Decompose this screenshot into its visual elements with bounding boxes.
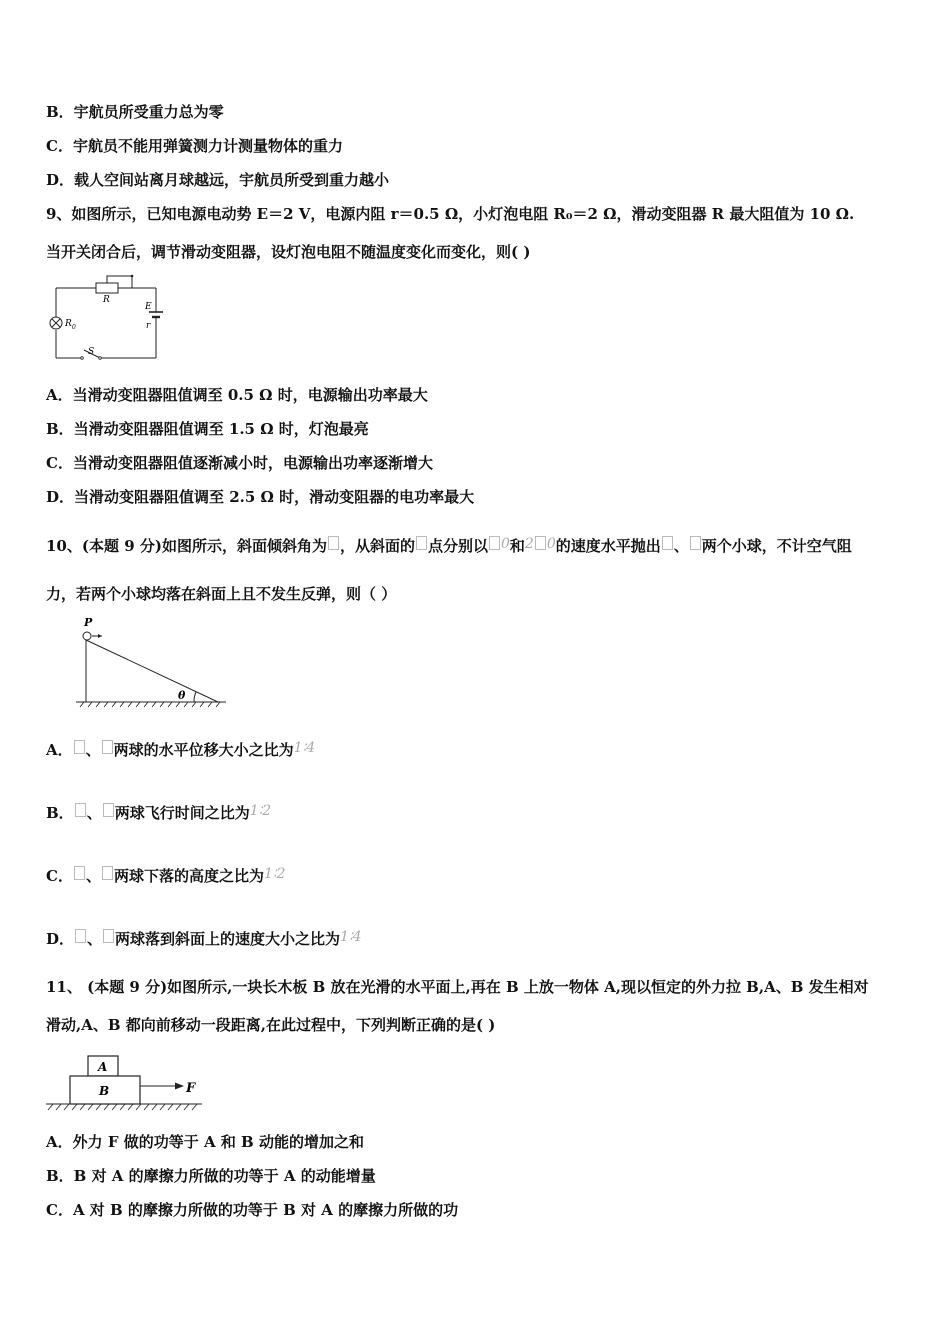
missing-glyph-a	[74, 740, 85, 754]
q10-option-a: A． 、 两球的水平位移大小之比为1∶4	[46, 740, 316, 759]
q9-fig-label-r0: R	[65, 319, 72, 329]
q10-fig-label-p: P	[84, 616, 93, 629]
q9-fig-label-s: S	[88, 347, 95, 357]
q10-option-d: D． 、 两球落到斜面上的速度大小之比为1∶4	[46, 929, 362, 948]
q9-circuit-diagram	[46, 272, 166, 364]
q11-option-b: B．B 对 A 的摩擦力所做的功等于 A 的动能增量	[46, 1167, 376, 1185]
q11-option-c: C．A 对 B 的摩擦力所做的功等于 B 对 A 的摩擦力所做的功	[46, 1201, 459, 1219]
missing-glyph-b	[103, 803, 114, 817]
missing-glyph-b	[103, 929, 114, 943]
q9-fig-label-r0-sub: 0	[72, 324, 76, 331]
q9-option-a: A．当滑动变阻器阻值调至 0.5 Ω 时，电源输出功率最大	[46, 386, 428, 404]
q10-stem-line1: 10、(本题 9 分)如图所示，斜面倾斜角为 ，从斜面的 点分别以 0和2 0的速度水平抛出 、 两个小球，不计空气阻	[46, 536, 852, 555]
missing-glyph-b	[690, 536, 701, 550]
missing-glyph-v	[489, 536, 500, 550]
q9-fig-label-rint: r	[146, 321, 151, 331]
q9-option-b: B．当滑动变阻器阻值调至 1.5 Ω 时，灯泡最亮	[46, 420, 369, 438]
missing-glyph-p	[416, 536, 427, 550]
missing-glyph-a	[74, 866, 85, 880]
missing-glyph-b	[102, 866, 113, 880]
q11-fig-label-a: A	[98, 1060, 108, 1074]
q9-option-d: D．当滑动变阻器阻值调至 2.5 Ω 时，滑动变阻器的电功率最大	[46, 488, 475, 506]
q10-stem-line2: 力，若两个小球均落在斜面上且不发生反弹，则（ ）	[46, 585, 397, 603]
q10-option-c: C． 、 两球下落的高度之比为1∶2	[46, 866, 286, 885]
q10-incline-diagram	[72, 616, 232, 712]
missing-glyph-theta	[328, 536, 339, 550]
q9-fig-label-e: E	[145, 302, 152, 312]
missing-glyph-a	[75, 929, 86, 943]
q9-option-c: C．当滑动变阻器阻值逐渐减小时，电源输出功率逐渐增大	[46, 454, 433, 472]
q10-option-b: B． 、 两球飞行时间之比为1∶2	[46, 803, 272, 822]
q11-fig-label-f: F	[186, 1081, 196, 1096]
q11-stem-line2: 滑动,A、B 都向前移动一段距离,在此过程中，下列判断正确的是( )	[46, 1016, 496, 1034]
missing-glyph-a	[75, 803, 86, 817]
missing-glyph-a	[662, 536, 673, 550]
q11-stem-line1: 11、 (本题 9 分)如图所示,一块长木板 B 放在光滑的水平面上,再在 B 上放一物体 A,现以恒定的外力拉 B,A、B 发生相对	[46, 978, 869, 996]
q11-blocks-diagram	[44, 1052, 214, 1118]
q11-fig-label-b: B	[99, 1084, 110, 1098]
q8-option-d: D．载人空间站离月球越远，宇航员所受到重力越小	[46, 171, 390, 189]
q11-option-a: A．外力 F 做的功等于 A 和 B 动能的增加之和	[46, 1133, 364, 1151]
q8-option-b: B．宇航员所受重力总为零	[46, 103, 224, 121]
missing-glyph-v	[535, 536, 546, 550]
q9-stem-line2: 当开关闭合后，调节滑动变阻器，设灯泡电阻不随温度变化而变化，则( )	[46, 243, 531, 261]
q9-stem-line1: 9、如图所示，已知电源电动势 E＝2 V，电源内阻 r＝0.5 Ω，小灯泡电阻 R₀＝2 Ω，滑动变阻器 R 最大阻值为 10 Ω.	[46, 205, 855, 223]
q8-option-c: C．宇航员不能用弹簧测力计测量物体的重力	[46, 137, 343, 155]
q10-fig-label-theta: θ	[178, 689, 186, 702]
missing-glyph-b	[102, 740, 113, 754]
q9-fig-label-r: R	[103, 295, 110, 305]
